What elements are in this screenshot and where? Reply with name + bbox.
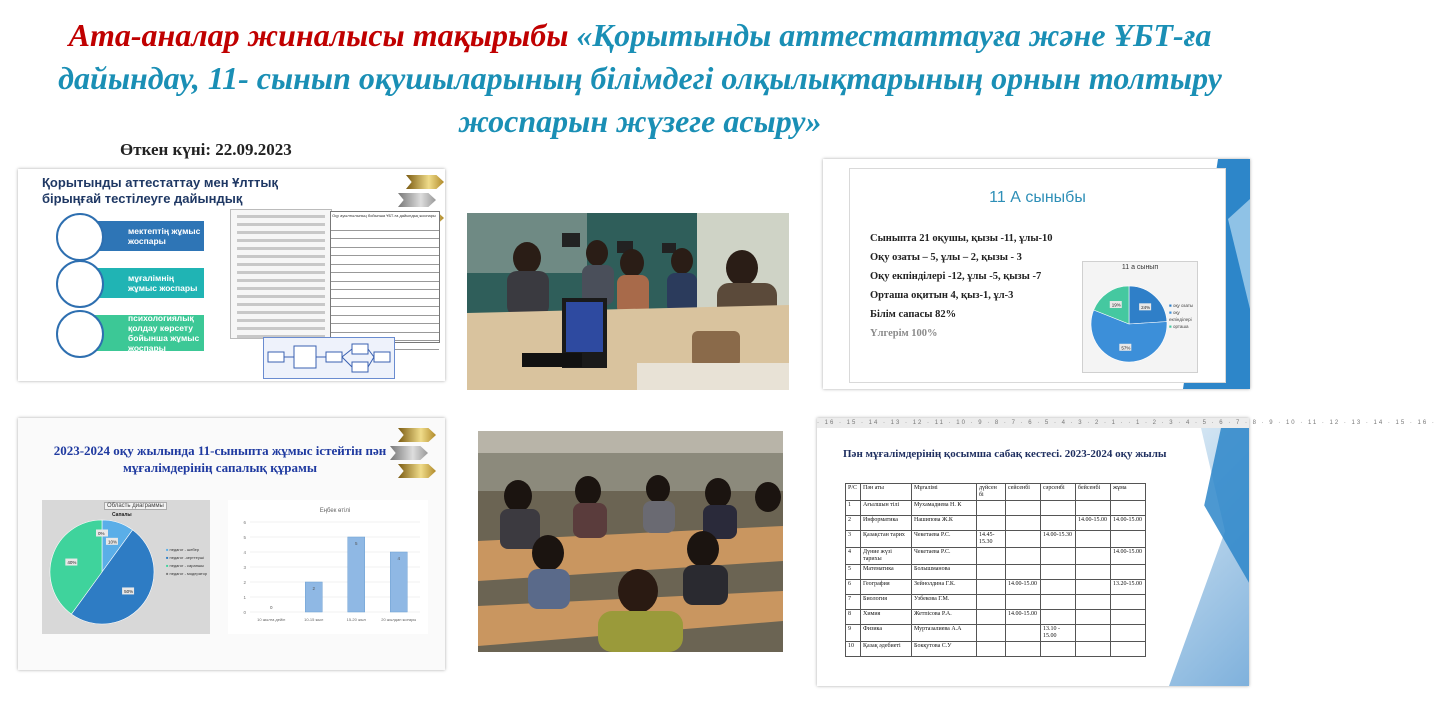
schedule-cell (1111, 501, 1146, 516)
class-pie-chart (1082, 261, 1198, 373)
schedule-cell (1041, 610, 1076, 625)
table-row (846, 531, 1146, 548)
photo-parents-meeting-2 (478, 431, 783, 652)
schedule-cell: Дүние жүзі тарихы (861, 548, 912, 565)
schedule-cell (1076, 642, 1111, 657)
schedule-cell (1006, 548, 1041, 565)
class-stat-line: Орташа оқитын 4, қыз-1, ұл-3 (870, 290, 1014, 301)
schedule-cell: География (861, 580, 912, 595)
schedule-cell (1076, 610, 1111, 625)
table-row (846, 565, 1146, 580)
table-row (846, 548, 1146, 565)
legend-item: ■ педагог - сарапшы (166, 563, 204, 568)
slide-extra-lessons-schedule (817, 418, 1436, 686)
schedule-cell (1076, 595, 1111, 610)
title-topic-text: «Қорытынды аттестаттауға және ҰБТ-ға дайындау, 11- сынып оқушыларының білімдегі олқылықтарының орнын толтыру жоспарын жүзеге асыру» (58, 17, 1222, 139)
schedule-cell: Бокқутова С.У (912, 642, 977, 657)
x-tick-label: 20 жылдан жоғары (381, 617, 417, 622)
pie-data-label: 19% (1111, 302, 1121, 308)
schedule-cell (977, 548, 1006, 565)
schedule-cell (1006, 565, 1041, 580)
pie-legend (166, 546, 207, 578)
pie-legend (1169, 302, 1197, 330)
schedule-header-cell: сәрсенбі (1041, 484, 1076, 501)
plan-table-thumbnail (330, 211, 440, 343)
schedule-table (845, 483, 1146, 657)
schedule-cell: Математика (861, 565, 912, 580)
schedule-header-cell: сейсенбі (1006, 484, 1041, 501)
title-topic-label: Ата-аналар жиналысы тақырыбы (68, 17, 569, 53)
pie-chart-title: Сапалы (112, 512, 132, 518)
meeting-date: Өткен күні: 22.09.2023 (120, 140, 292, 159)
schedule-cell: 14.00-15.00 (1111, 516, 1146, 531)
pie-chart-title: 11 а сынып (1121, 264, 1159, 271)
legend-item: ■ педагог -зерттеуші (166, 555, 204, 560)
schedule-header-row (846, 484, 1146, 501)
y-tick-label: 0 (243, 610, 246, 615)
page-title (40, 14, 1240, 143)
schedule-cell: 7 (846, 595, 861, 610)
schedule-cell: 3 (846, 531, 861, 548)
bar (390, 552, 407, 612)
pie-data-label: 50% (124, 588, 134, 594)
schedule-cell (977, 642, 1006, 657)
y-tick-label: 6 (243, 520, 246, 525)
schedule-cell: 14.00-15.00 (1076, 516, 1111, 531)
pie-data-label: 0% (98, 531, 105, 536)
schedule-cell (1111, 565, 1146, 580)
slide-teacher-composition (18, 418, 445, 670)
schedule-cell: 4 (846, 548, 861, 565)
slide1-title: Қорытынды аттестаттау мен Ұлттық бірыңғай тестілеуге дайындық (42, 175, 278, 206)
schedule-cell: Чекетаева Р.С. (912, 531, 977, 548)
schedule-cell (1041, 642, 1076, 657)
schedule-cell: 14.00-15.00 (1111, 548, 1146, 565)
schedule-header-cell: дүйсен бі (977, 484, 1006, 501)
pie-data-label: 57% (1121, 345, 1131, 351)
table-row (846, 501, 1146, 516)
bar-data-label: 0 (269, 605, 273, 610)
schedule-cell (977, 610, 1006, 625)
table-row (846, 516, 1146, 531)
schedule-cell: Жетпісова Р.А. (912, 610, 977, 625)
schedule-cell: 14.00-15.00 (1006, 580, 1041, 595)
schedule-cell: Муртазалиева А.А (912, 625, 977, 642)
schedule-cell: 13.10 - 15.00 (1041, 625, 1076, 642)
y-tick-label: 2 (243, 580, 246, 585)
schedule-header-cell: Мұғалімі (912, 484, 977, 501)
schedule-cell: 1 (846, 501, 861, 516)
schedule-cell: 5 (846, 565, 861, 580)
schedule-cell (1041, 516, 1076, 531)
schedule-header-cell: Р/С (846, 484, 861, 501)
schedule-cell (1076, 580, 1111, 595)
class-stat-line: Сыныпта 21 оқушы, қызы -11, ұлы-10 (870, 233, 1053, 244)
table-row (846, 595, 1146, 610)
x-tick-label: 15-20 жыл (346, 617, 366, 622)
schedule-cell: Физика (861, 625, 912, 642)
schedule-cell: Болышманова (912, 565, 977, 580)
schedule-cell: 14.45-15.30 (977, 531, 1006, 548)
y-tick-label: 4 (243, 550, 246, 555)
schedule-cell (1111, 595, 1146, 610)
chart-tooltip: Область диаграммы (104, 502, 167, 510)
schedule-cell (1111, 531, 1146, 548)
x-tick-label: 10 жылға дейін (257, 617, 286, 622)
slide3-title: 2023-2024 оқу жылында 11-сыныпта жұмыс істейтін пән мұғалімдерінің сапалық құрамы (53, 443, 387, 475)
pie-chart-graphic (1085, 274, 1169, 370)
y-tick-label: 3 (243, 565, 246, 570)
schedule-cell: Чекетаева Р.С. (912, 548, 977, 565)
legend-item: ■ оқу екпінділері (1169, 310, 1192, 322)
slide-attestation-preparation (18, 169, 445, 381)
schedule-cell: Биология (861, 595, 912, 610)
qualification-pie-chart (42, 500, 210, 634)
schedule-cell (1041, 580, 1076, 595)
schedule-cell: Қазақстан тарих (861, 531, 912, 548)
schedule-header-cell: Пән аты (861, 484, 912, 501)
bullet-circle-icon (56, 260, 104, 308)
y-tick-label: 5 (243, 535, 246, 540)
schedule-cell (1006, 642, 1041, 657)
pie-data-label: 24% (1141, 304, 1151, 310)
schedule-cell: Узбекова Г.М. (912, 595, 977, 610)
schedule-cell: 14.00-15.00 (1006, 610, 1041, 625)
schedule-cell (1041, 501, 1076, 516)
bar-chart-title: Еңбек өтілі (319, 508, 351, 514)
legend-item: ■ педагог - модератор (166, 571, 208, 576)
table-row (846, 610, 1146, 625)
bar-data-label: 4 (397, 556, 401, 561)
schedule-cell: 13.20-15.00 (1111, 580, 1146, 595)
chevron-decor-icon (406, 175, 444, 189)
slide-class-11a (823, 159, 1250, 389)
slide2-panel (849, 168, 1226, 383)
y-tick-label: 1 (243, 595, 246, 600)
schedule-cell: Информатика (861, 516, 912, 531)
bar-data-label: 2 (312, 586, 316, 591)
chevron-decor-icon (390, 446, 428, 460)
x-tick-label: 10-15 жыл (304, 617, 324, 622)
schedule-cell (1006, 625, 1041, 642)
schedule-cell: 10 (846, 642, 861, 657)
pie-chart-graphic (46, 514, 164, 630)
schedule-cell (977, 516, 1006, 531)
schedule-header-cell: жұма (1111, 484, 1146, 501)
experience-bar-chart (228, 500, 428, 634)
schedule-cell (977, 625, 1006, 642)
legend-item: ■ оқу озаты (1169, 303, 1194, 308)
schedule-cell: 14.00-15.30 (1041, 531, 1076, 548)
schedule-cell (977, 595, 1006, 610)
schedule-cell: Зейнолдина Г.К. (912, 580, 977, 595)
schedule-cell (1076, 548, 1111, 565)
plan-band-teacher: мұғалімнің жұмыс жоспары (76, 268, 204, 298)
schedule-cell: Мухамадиева Н. К (912, 501, 977, 516)
chevron-decor-icon (398, 428, 436, 442)
table-row (846, 642, 1146, 657)
bar-chart-graphic (228, 500, 428, 634)
schedule-body (846, 501, 1146, 657)
schedule-cell (1076, 501, 1111, 516)
flowchart-thumbnail (263, 337, 395, 379)
schedule-cell (1111, 625, 1146, 642)
bullet-circle-icon (56, 213, 104, 261)
schedule-cell: 9 (846, 625, 861, 642)
bar-data-label: 5 (354, 541, 358, 546)
pie-data-label: 40% (67, 560, 77, 566)
bullet-circle-icon (56, 310, 104, 358)
bar (348, 537, 365, 612)
schedule-cell (1006, 501, 1041, 516)
schedule-cell (1076, 565, 1111, 580)
schedule-cell (977, 565, 1006, 580)
schedule-cell: Ағылшын тілі (861, 501, 912, 516)
schedule-cell (1006, 531, 1041, 548)
legend-item: ■ орташа (1169, 324, 1189, 329)
chevron-decor-icon (398, 464, 436, 478)
class-stat-line: Үлгерім 100% (870, 328, 938, 339)
photo-parents-meeting-1 (467, 213, 789, 390)
schedule-cell: 2 (846, 516, 861, 531)
legend-item: ■ педагог - шебер (166, 547, 200, 552)
schedule-cell: Қазақ әдебиеті (861, 642, 912, 657)
class-stat-line: Оқу озаты – 5, ұлы – 2, қызы - 3 (870, 252, 1022, 263)
class-stat-line: Оқу екпінділері -12, ұлы -5, қызы -7 (870, 271, 1042, 282)
schedule-cell: Нашипова Ж.К (912, 516, 977, 531)
schedule-header-cell: бейсенбі (1076, 484, 1111, 501)
schedule-cell (977, 501, 1006, 516)
schedule-cell (1041, 565, 1076, 580)
schedule-cell (1041, 548, 1076, 565)
schedule-cell: Химия (861, 610, 912, 625)
schedule-cell (1111, 642, 1146, 657)
plan-band-psychology: психологиялық қолдау көрсету бойынша жұмыс жоспары (76, 315, 204, 351)
chevron-decor-icon (398, 193, 436, 207)
document-thumbnail (230, 209, 332, 339)
schedule-cell (1076, 625, 1111, 642)
schedule-cell: 8 (846, 610, 861, 625)
schedule-cell: 6 (846, 580, 861, 595)
plan-band-school: мектептің жұмыс жоспары (76, 221, 204, 251)
schedule-cell (977, 580, 1006, 595)
plan-table-title: Оқу ауылтылының бойынша ҰБТ-ға дайындық жоспары (332, 213, 436, 218)
table-row (846, 580, 1146, 595)
schedule-cell (1006, 595, 1041, 610)
table-row (846, 625, 1146, 642)
schedule-cell (1111, 610, 1146, 625)
schedule-cell (1006, 516, 1041, 531)
class-stat-line: Білім сапасы 82% (870, 309, 957, 320)
document-ruler: · 16 · 15 · 14 · 13 · 12 · 11 · 10 · 9 · 8 · 7 · 6 · 5 · 4 · 3 · 2 · 1 · · 1 · 2 · 3 · 4 · 5 · 6 · 7 · 8 · 9 · 10 · 11 · 12 · 13 · 14 · 15 · 16 · (817, 420, 1436, 426)
pie-data-label: 10% (107, 539, 117, 545)
class-heading: 11 А сыныбы (989, 189, 1086, 206)
schedule-title: Пән мұғалімдерінің қосымша сабақ кестесі. 2023-2024 оқу жылы (843, 448, 1167, 460)
schedule-cell (1041, 595, 1076, 610)
schedule-cell (1076, 531, 1111, 548)
